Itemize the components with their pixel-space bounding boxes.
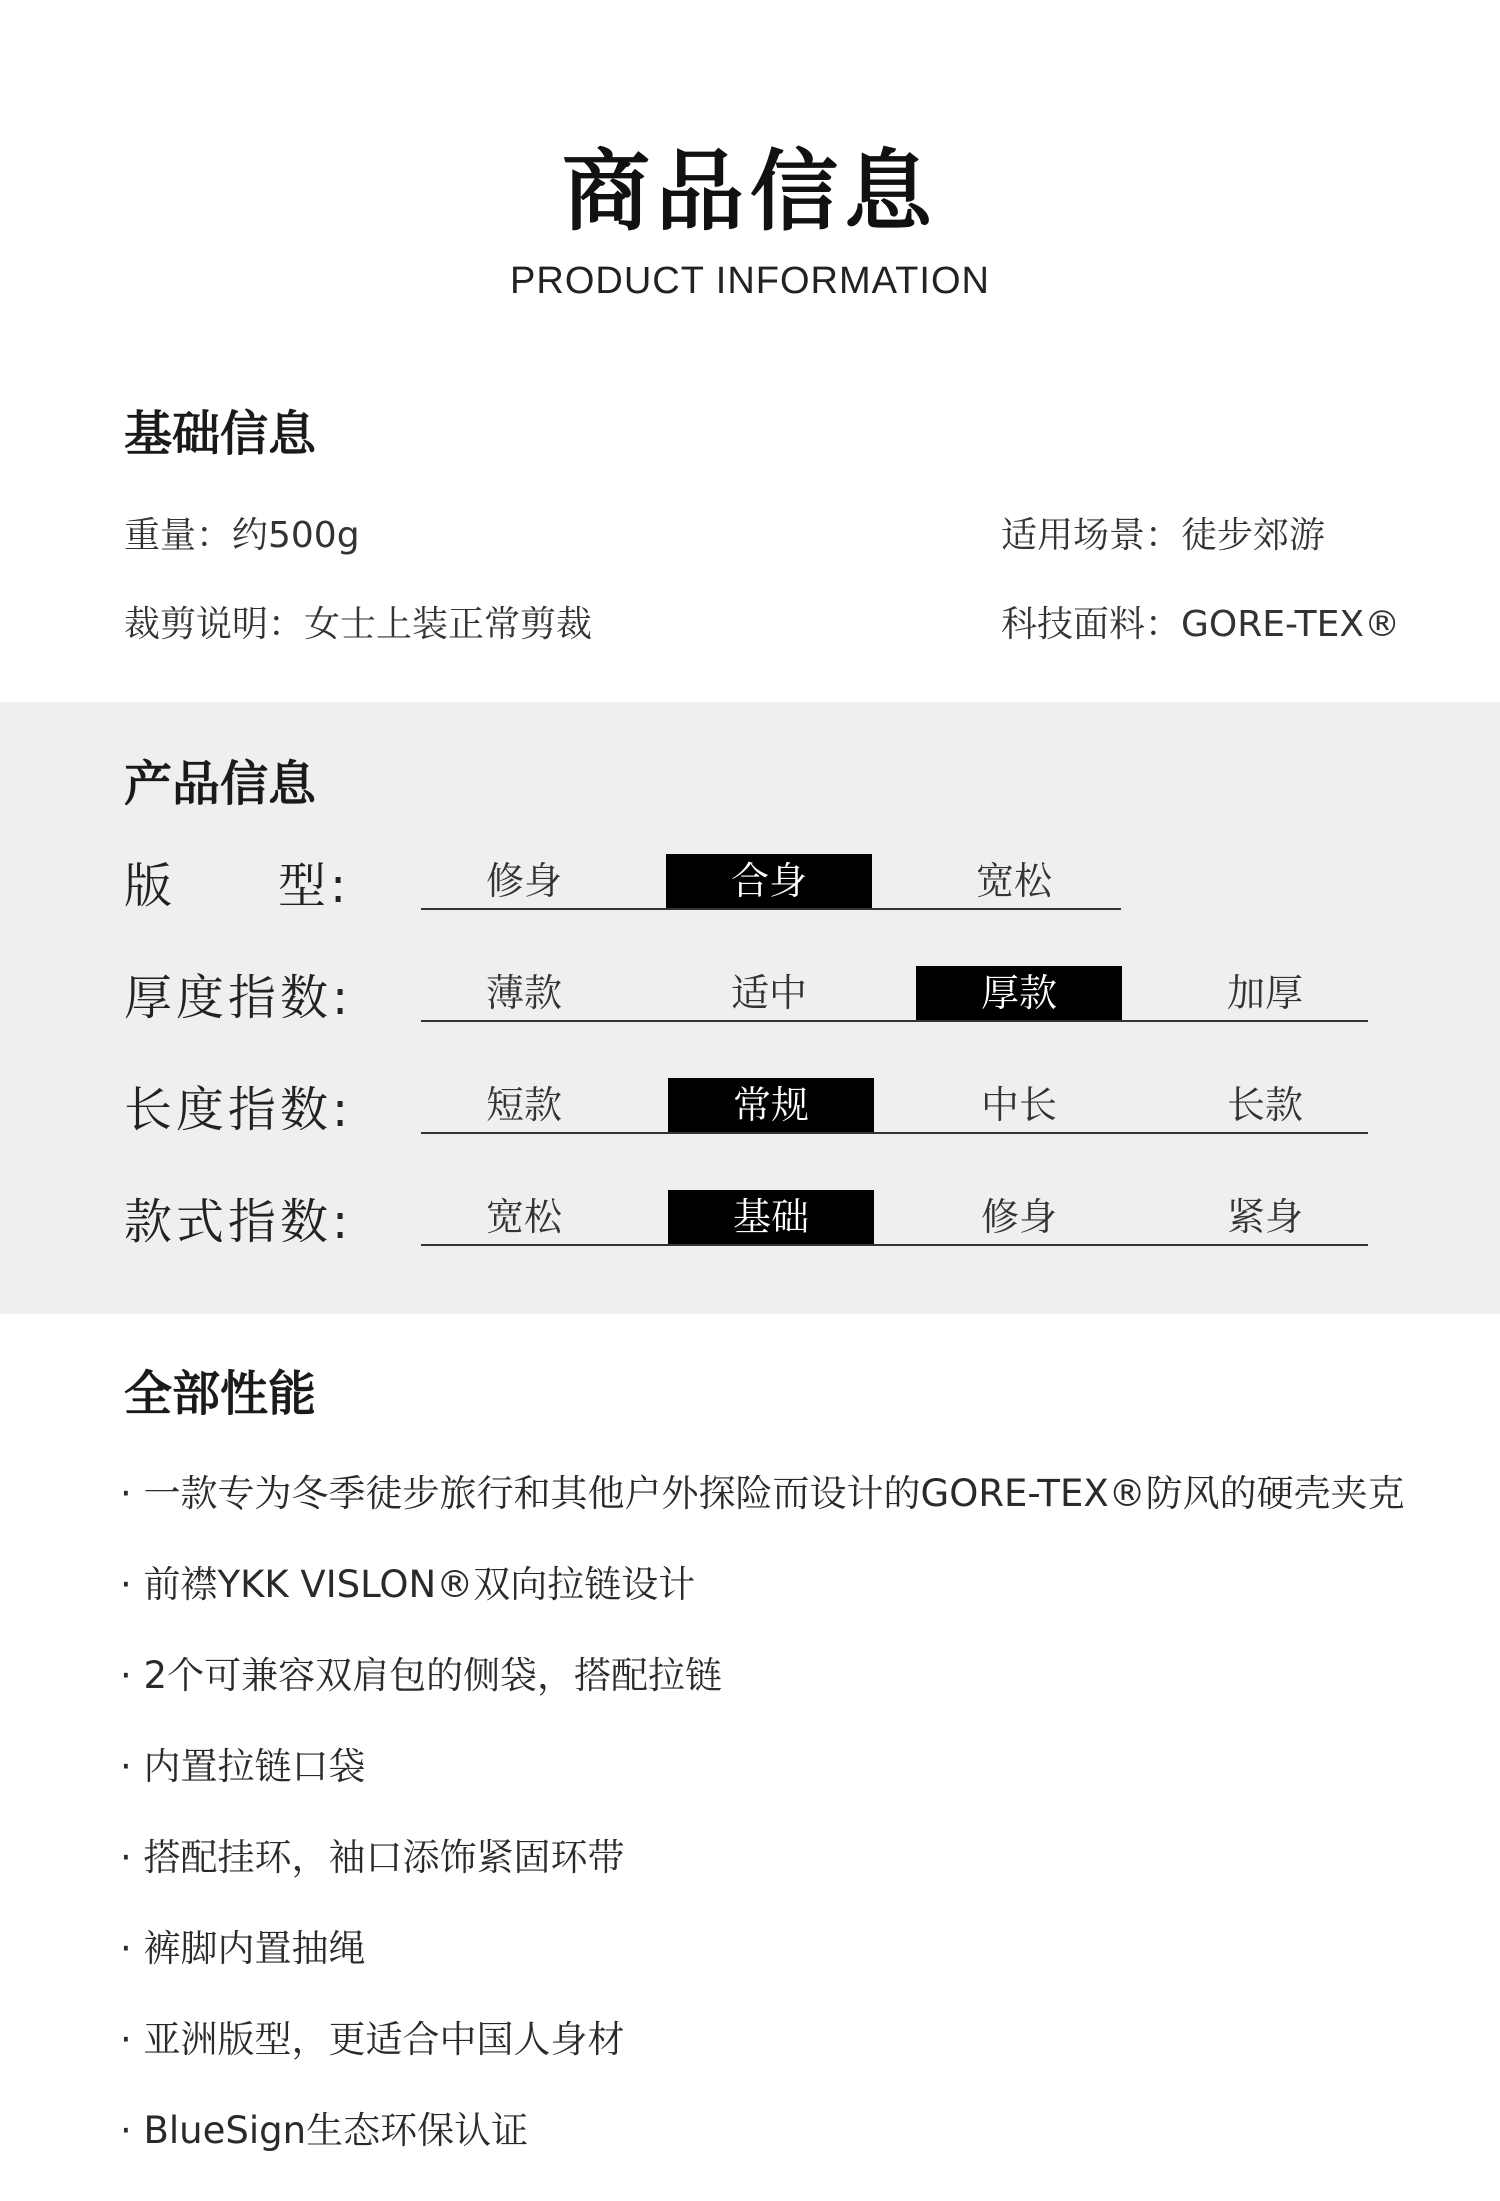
fit-scale xyxy=(421,854,1121,910)
fit-option-regular-selected: 合身 xyxy=(666,854,872,908)
feature-item-3: · 2个可兼容双肩包的侧袋，搭配拉链 xyxy=(120,1654,723,1697)
length-label: 长度指数: xyxy=(124,1082,353,1138)
fit-label-char1: 版 xyxy=(124,858,177,914)
fit-option-loose: 宽松 xyxy=(975,859,1052,903)
fit-label-part2 xyxy=(278,858,351,914)
length-option-long: 长款 xyxy=(1226,1083,1303,1127)
feature-item-7: · 亚洲版型，更适合中国人身材 xyxy=(120,2018,625,2061)
length-option-short: 短款 xyxy=(485,1083,562,1127)
length-option-regular-selected: 常规 xyxy=(668,1078,874,1132)
basic-info-title: 基础信息 xyxy=(124,406,317,462)
thickness-option-thin: 薄款 xyxy=(485,971,562,1015)
page-title: 商品信息 xyxy=(561,140,938,243)
fit-label-char2: 型: xyxy=(278,858,351,914)
thickness-option-thick-selected: 厚款 xyxy=(916,966,1122,1020)
length-option-mid: 中长 xyxy=(980,1083,1057,1127)
thickness-option-medium: 适中 xyxy=(730,971,807,1015)
thickness-label: 厚度指数: xyxy=(124,970,353,1026)
style-label: 款式指数: xyxy=(124,1194,353,1250)
thickness-scale xyxy=(421,966,1368,1022)
style-scale xyxy=(421,1190,1368,1246)
product-info-title: 产品信息 xyxy=(124,756,317,812)
page-subtitle: PRODUCT INFORMATION xyxy=(510,260,990,302)
style-option-loose: 宽松 xyxy=(485,1195,562,1239)
features-title: 全部性能 xyxy=(124,1366,317,1422)
feature-item-8: · BlueSign生态环保认证 xyxy=(120,2109,529,2152)
cut-text: 裁剪说明：女士上装正常剪裁 xyxy=(124,604,593,645)
length-scale-line xyxy=(421,1132,1368,1134)
thickness-option-extra: 加厚 xyxy=(1226,971,1303,1015)
fit-label xyxy=(124,858,177,914)
feature-item-2: · 前襟YKK VISLON®双向拉链设计 xyxy=(120,1563,696,1606)
feature-item-5: · 搭配挂环，袖口添饰紧固环带 xyxy=(120,1836,625,1879)
style-scale-line xyxy=(421,1244,1368,1246)
thickness-scale-line xyxy=(421,1020,1368,1022)
fit-option-slim: 修身 xyxy=(485,859,562,903)
style-option-basic-selected: 基础 xyxy=(668,1190,874,1244)
style-option-slim: 修身 xyxy=(980,1195,1057,1239)
feature-item-1: · 一款专为冬季徒步旅行和其他户外探险而设计的GORE-TEX®防风的硬壳夹克 xyxy=(120,1472,1405,1515)
style-option-tight: 紧身 xyxy=(1226,1195,1303,1239)
weight-text: 重量：约500g xyxy=(124,515,360,556)
fit-scale-line xyxy=(421,908,1121,910)
feature-item-6: · 裤脚内置抽绳 xyxy=(120,1927,366,1970)
feature-item-4: · 内置拉链口袋 xyxy=(120,1745,366,1788)
scene-text: 适用场景：徒步郊游 xyxy=(1001,515,1326,556)
length-scale xyxy=(421,1078,1368,1134)
fabric-text: 科技面料：GORE-TEX® xyxy=(1001,604,1401,645)
